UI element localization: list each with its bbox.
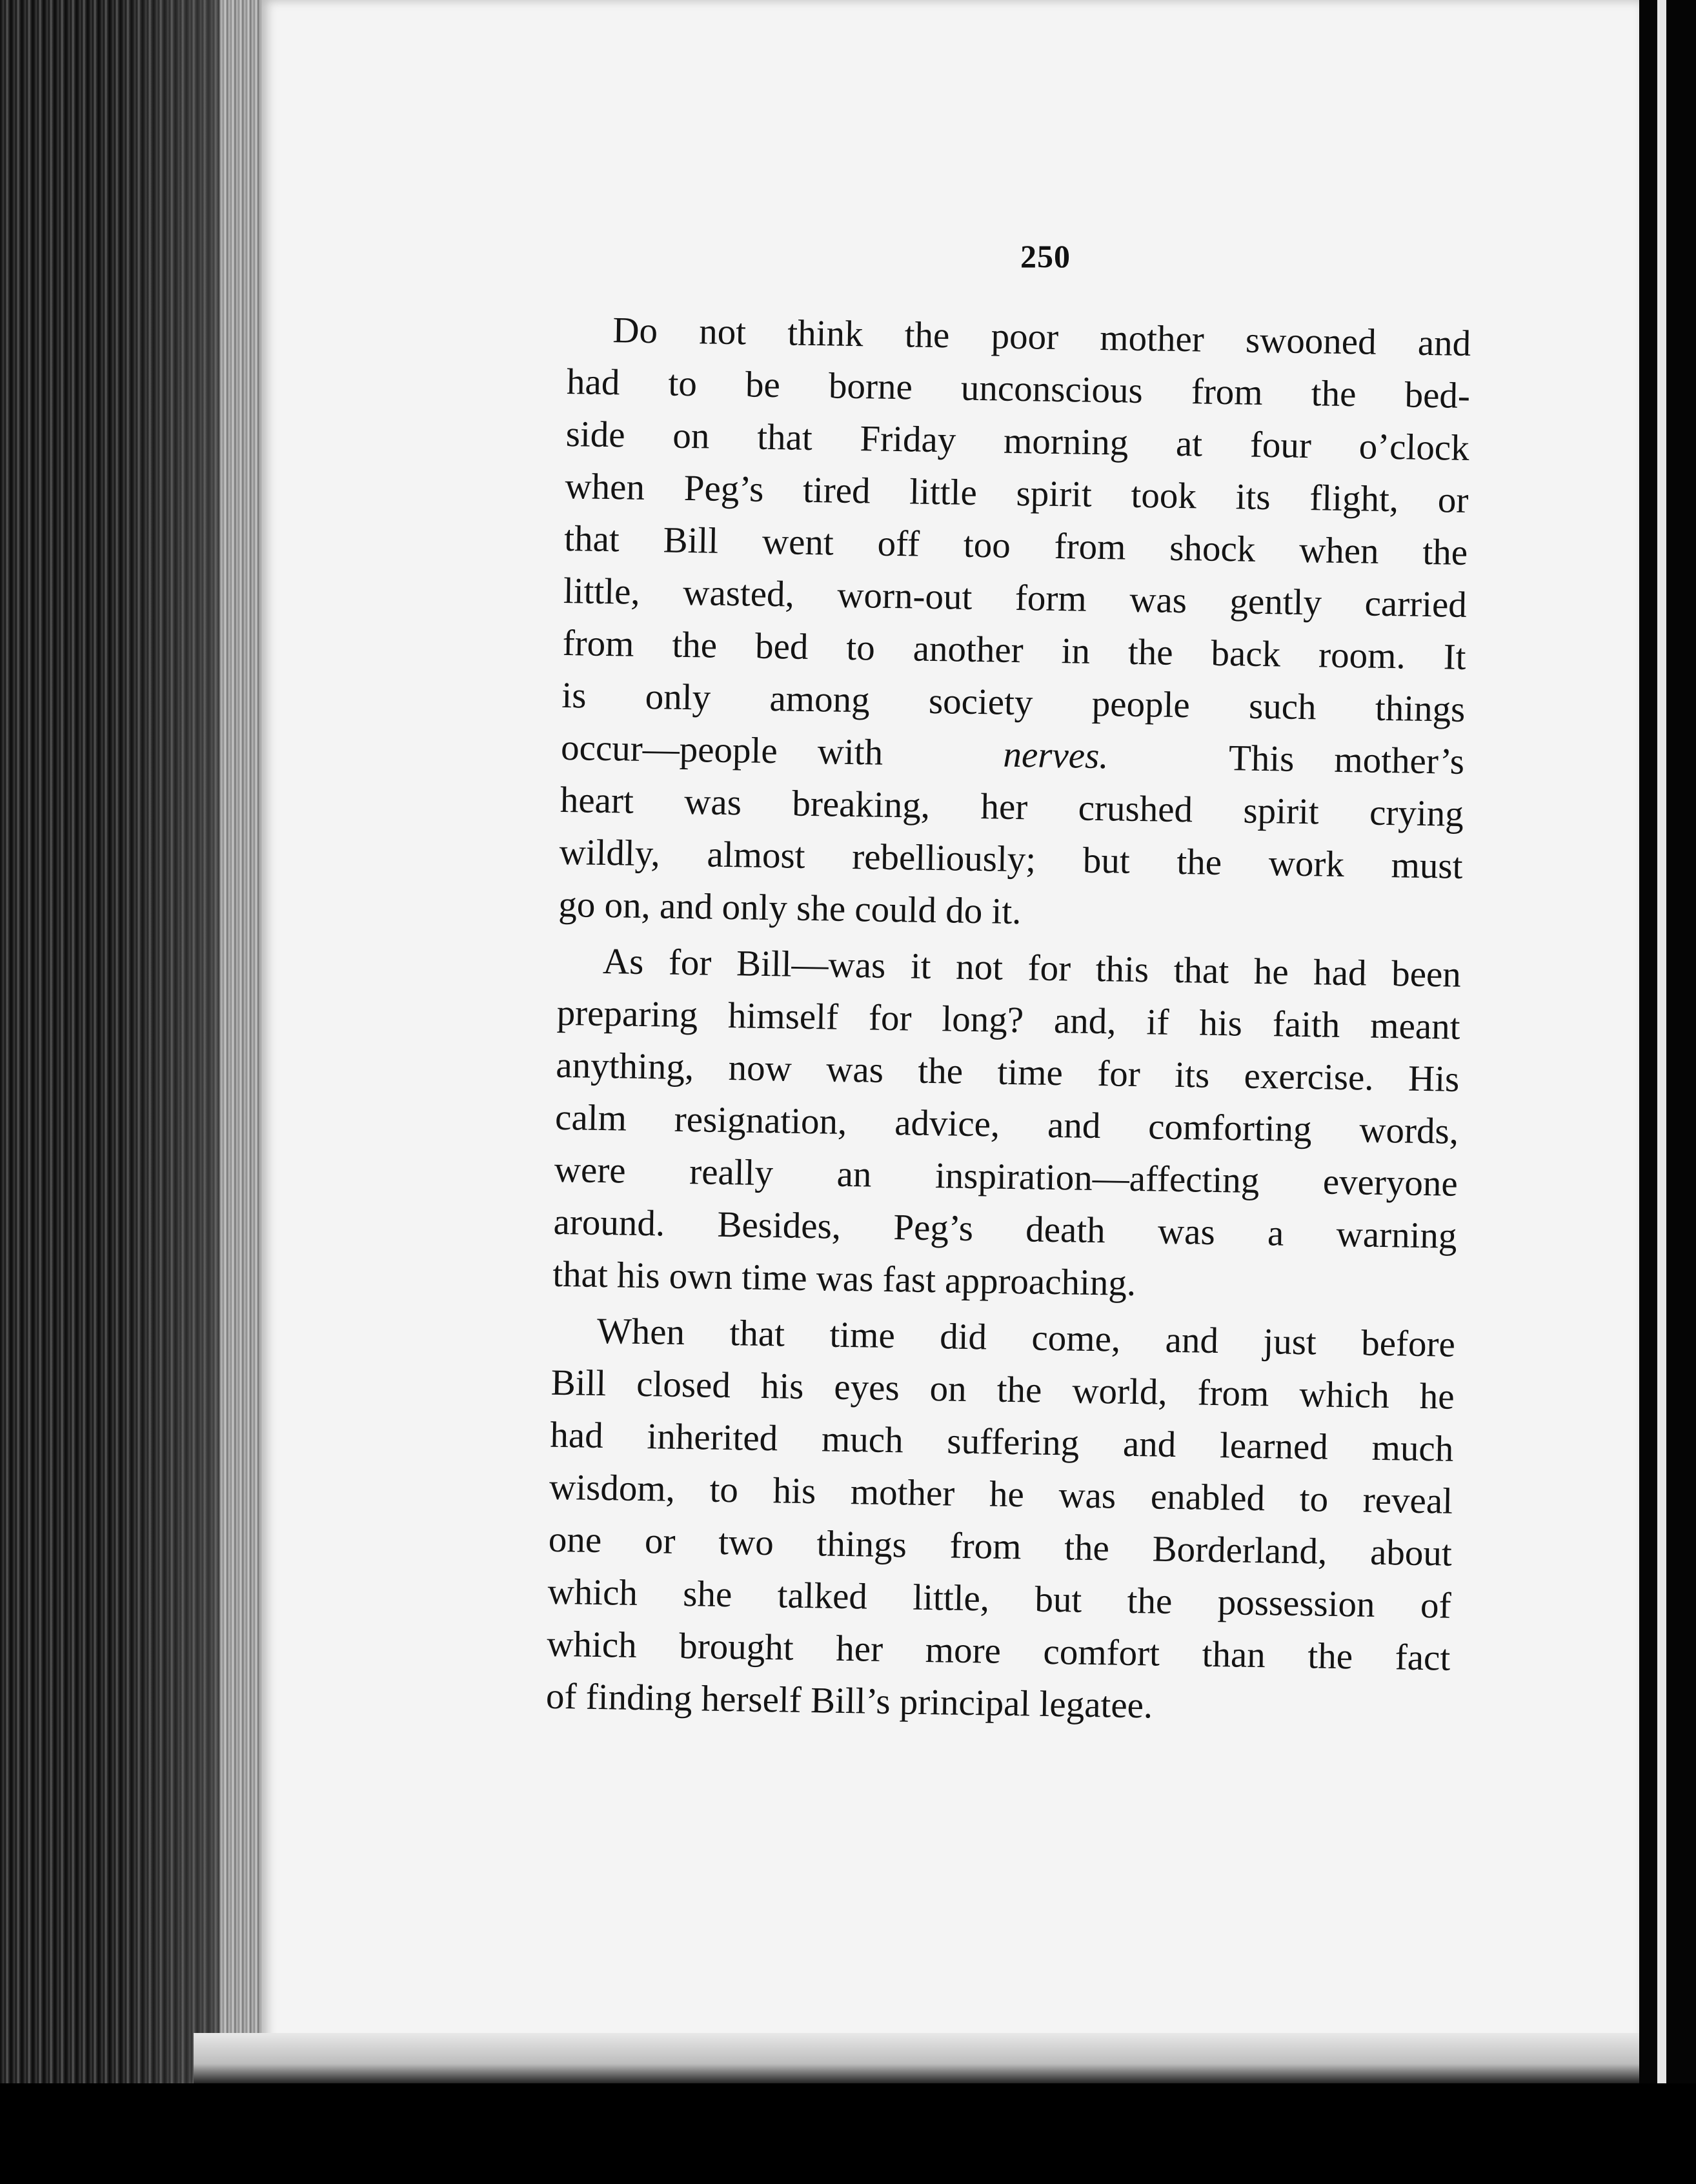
text-line: When that time did come, and just before [596,1310,1456,1365]
text-line: wisdom, to his mother he was enabled to reveal [549,1466,1453,1522]
text-line: calm resignation, advice, and comforting words, [554,1097,1459,1152]
paragraph-3 [545,1304,1455,1737]
text-line: when Peg’s tired little spirit took its flight, or [565,465,1469,521]
text-line: were really an inspiration—affecting everyone [554,1149,1459,1204]
paragraph-1 [558,303,1471,945]
paper-bottom-edge [194,2033,1639,2085]
right-margin-dark [1639,0,1696,2184]
text-line: is only among society people such things [561,674,1466,730]
text-line: heart was breaking, her crushed spirit crying [560,779,1464,834]
page-number: 250 [1020,238,1071,274]
text-segment: This mother’s [1228,738,1465,782]
text-line: one or two things from the Borderland, about [548,1519,1453,1574]
text-line: had to be borne unconscious from the bed- [566,361,1471,416]
text-line: Do not think the poor mother swooned and [612,310,1471,364]
text-line: had inherited much suffering and learned much [549,1414,1454,1470]
italic-word: nerves. [1003,734,1109,777]
text-line: which brought her more comfort than the fact [546,1623,1451,1679]
text-line: little, wasted, worn-out form was gently carried [563,570,1468,625]
text-line: anything, now was the time for its exercise. His [555,1044,1460,1100]
text-line: that his own time was fast approaching. [552,1253,1136,1304]
text-line: which she talked little, but the possession of [547,1571,1451,1626]
text-line: go on, and only she could do it. [558,884,1022,933]
text-segment: occur—people with [560,727,883,773]
text-line: that Bill went off too from shock when the [563,518,1468,573]
text-line: side on that Friday morning at four o’clock [565,413,1470,469]
text-line: of finding herself Bill’s principal legatee. [545,1675,1153,1726]
text-line: Bill closed his eyes on the world, from which he [550,1362,1455,1417]
text-line: around. Besides, Peg’s death was a warning [553,1201,1457,1257]
bottom-dark-band [0,2083,1696,2184]
right-page-sliver [1657,0,1666,2130]
paragraph-2 [552,935,1462,1315]
text-line: As for Bill—was it not for this that he had been [602,940,1462,995]
text-line: wildly, almost rebelliously; but the work must [559,831,1463,887]
text-line: preparing himself for long? and, if his faith meant [556,992,1461,1047]
body-text [545,303,1471,1741]
text-line: from the bed to another in the back room. It [562,622,1467,678]
